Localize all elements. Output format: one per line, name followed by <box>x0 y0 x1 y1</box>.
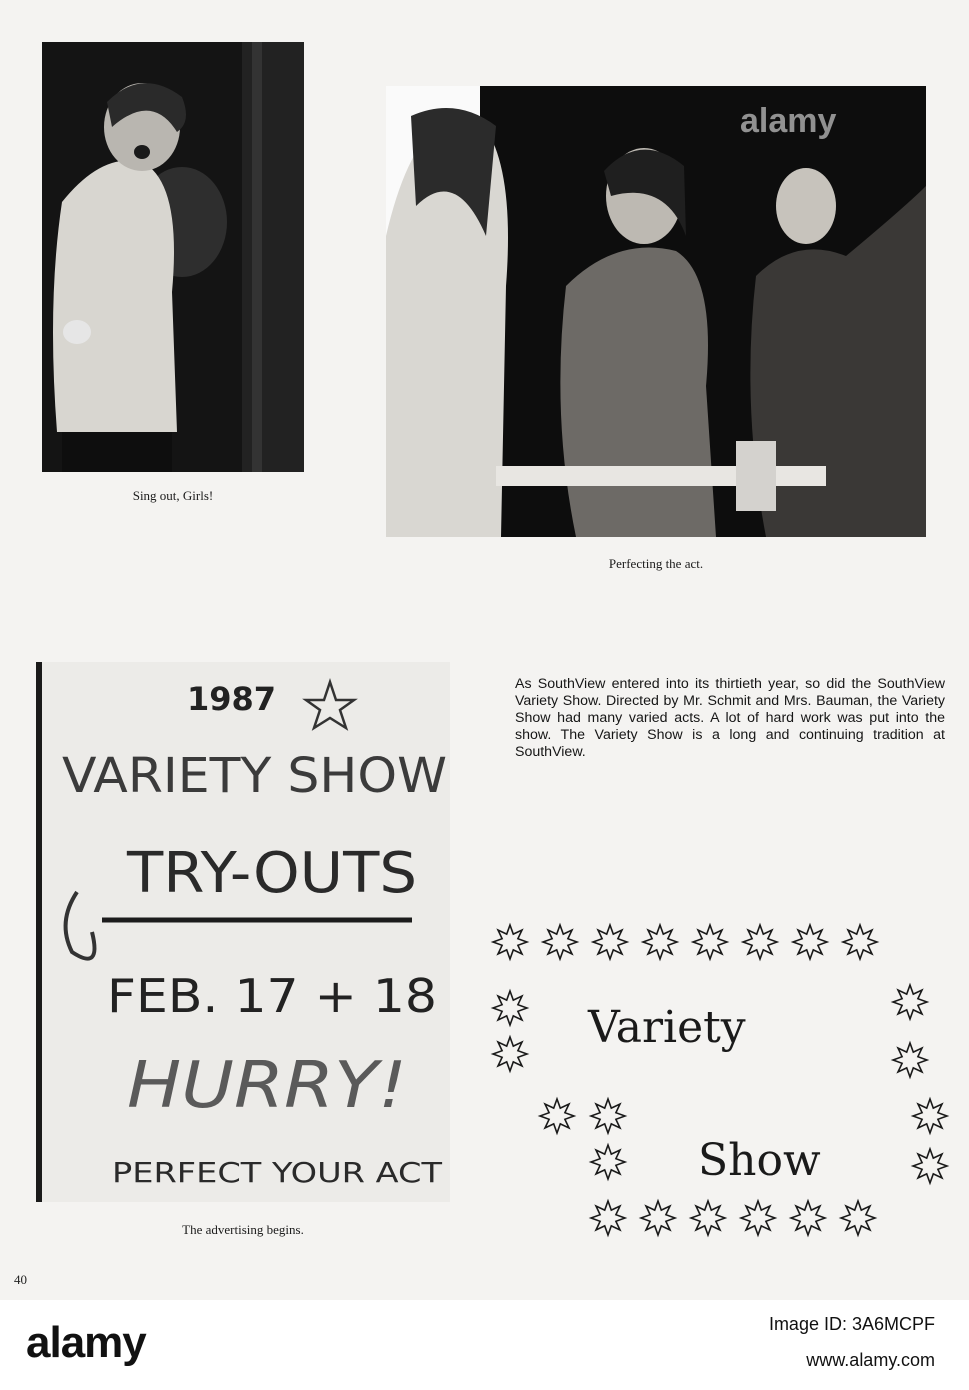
poster-line1: VARIETY SHOW <box>62 748 447 804</box>
photo-perfecting-act <box>386 86 926 537</box>
photo-tryouts-poster <box>36 662 450 1202</box>
site-url: www.alamy.com <box>806 1350 935 1370</box>
brand-logo: alamy <box>26 1318 146 1367</box>
star-icon <box>591 1201 625 1235</box>
stock-footer <box>0 1300 969 1390</box>
star-icon <box>493 925 527 959</box>
star-icon <box>913 1149 947 1183</box>
star-icon <box>691 1201 725 1235</box>
star-icon <box>593 925 627 959</box>
star-icon <box>843 925 877 959</box>
title-variety: Variety <box>588 1002 746 1053</box>
star-icon <box>893 985 927 1019</box>
title-show: Show <box>698 1135 821 1186</box>
star-icon <box>591 1145 625 1179</box>
image-id-label: Image ID: 3A6MCPF <box>768 1314 935 1334</box>
poster-year: 1987 <box>187 680 277 718</box>
article-body: As SouthView entered into its thirtieth year, so did the SouthView Variety Show. Directed by Mr. Schmit and Mrs. Bauman, the Variety Show had many varied acts. A lot of hard work was put into the show. The Variety Show is a long and continuing tradition at SouthView. <box>515 676 945 760</box>
star-icon <box>693 925 727 959</box>
star-icon <box>913 1099 947 1133</box>
star-icon <box>493 1037 527 1071</box>
photo-singing-girls <box>42 42 304 472</box>
poster-line4: HURRY! <box>127 1049 407 1123</box>
star-icon <box>893 1043 927 1077</box>
star-icon <box>543 925 577 959</box>
star-icon <box>540 1099 574 1133</box>
page-number: 40 <box>14 1272 27 1287</box>
star-icon <box>791 1201 825 1235</box>
caption-photo2: Perfecting the act. <box>608 556 704 571</box>
caption-photo3: The advertising begins. <box>182 1222 304 1237</box>
star-icon <box>841 1201 875 1235</box>
star-icon <box>793 925 827 959</box>
poster-line2: TRY-OUTS <box>125 841 417 906</box>
star-icon <box>743 925 777 959</box>
star-icon <box>591 1099 625 1133</box>
star-icon <box>741 1201 775 1235</box>
variety-show-star-border <box>490 920 950 1240</box>
watermark-text: alamy <box>740 102 837 140</box>
star-icon <box>641 1201 675 1235</box>
star-icon <box>493 991 527 1025</box>
star-icon <box>643 925 677 959</box>
poster-line3: FEB. 17 + 18 <box>107 969 437 1023</box>
caption-photo1: Sing out, Girls! <box>132 488 214 503</box>
poster-line5: PERFECT YOUR ACT <box>112 1156 444 1189</box>
